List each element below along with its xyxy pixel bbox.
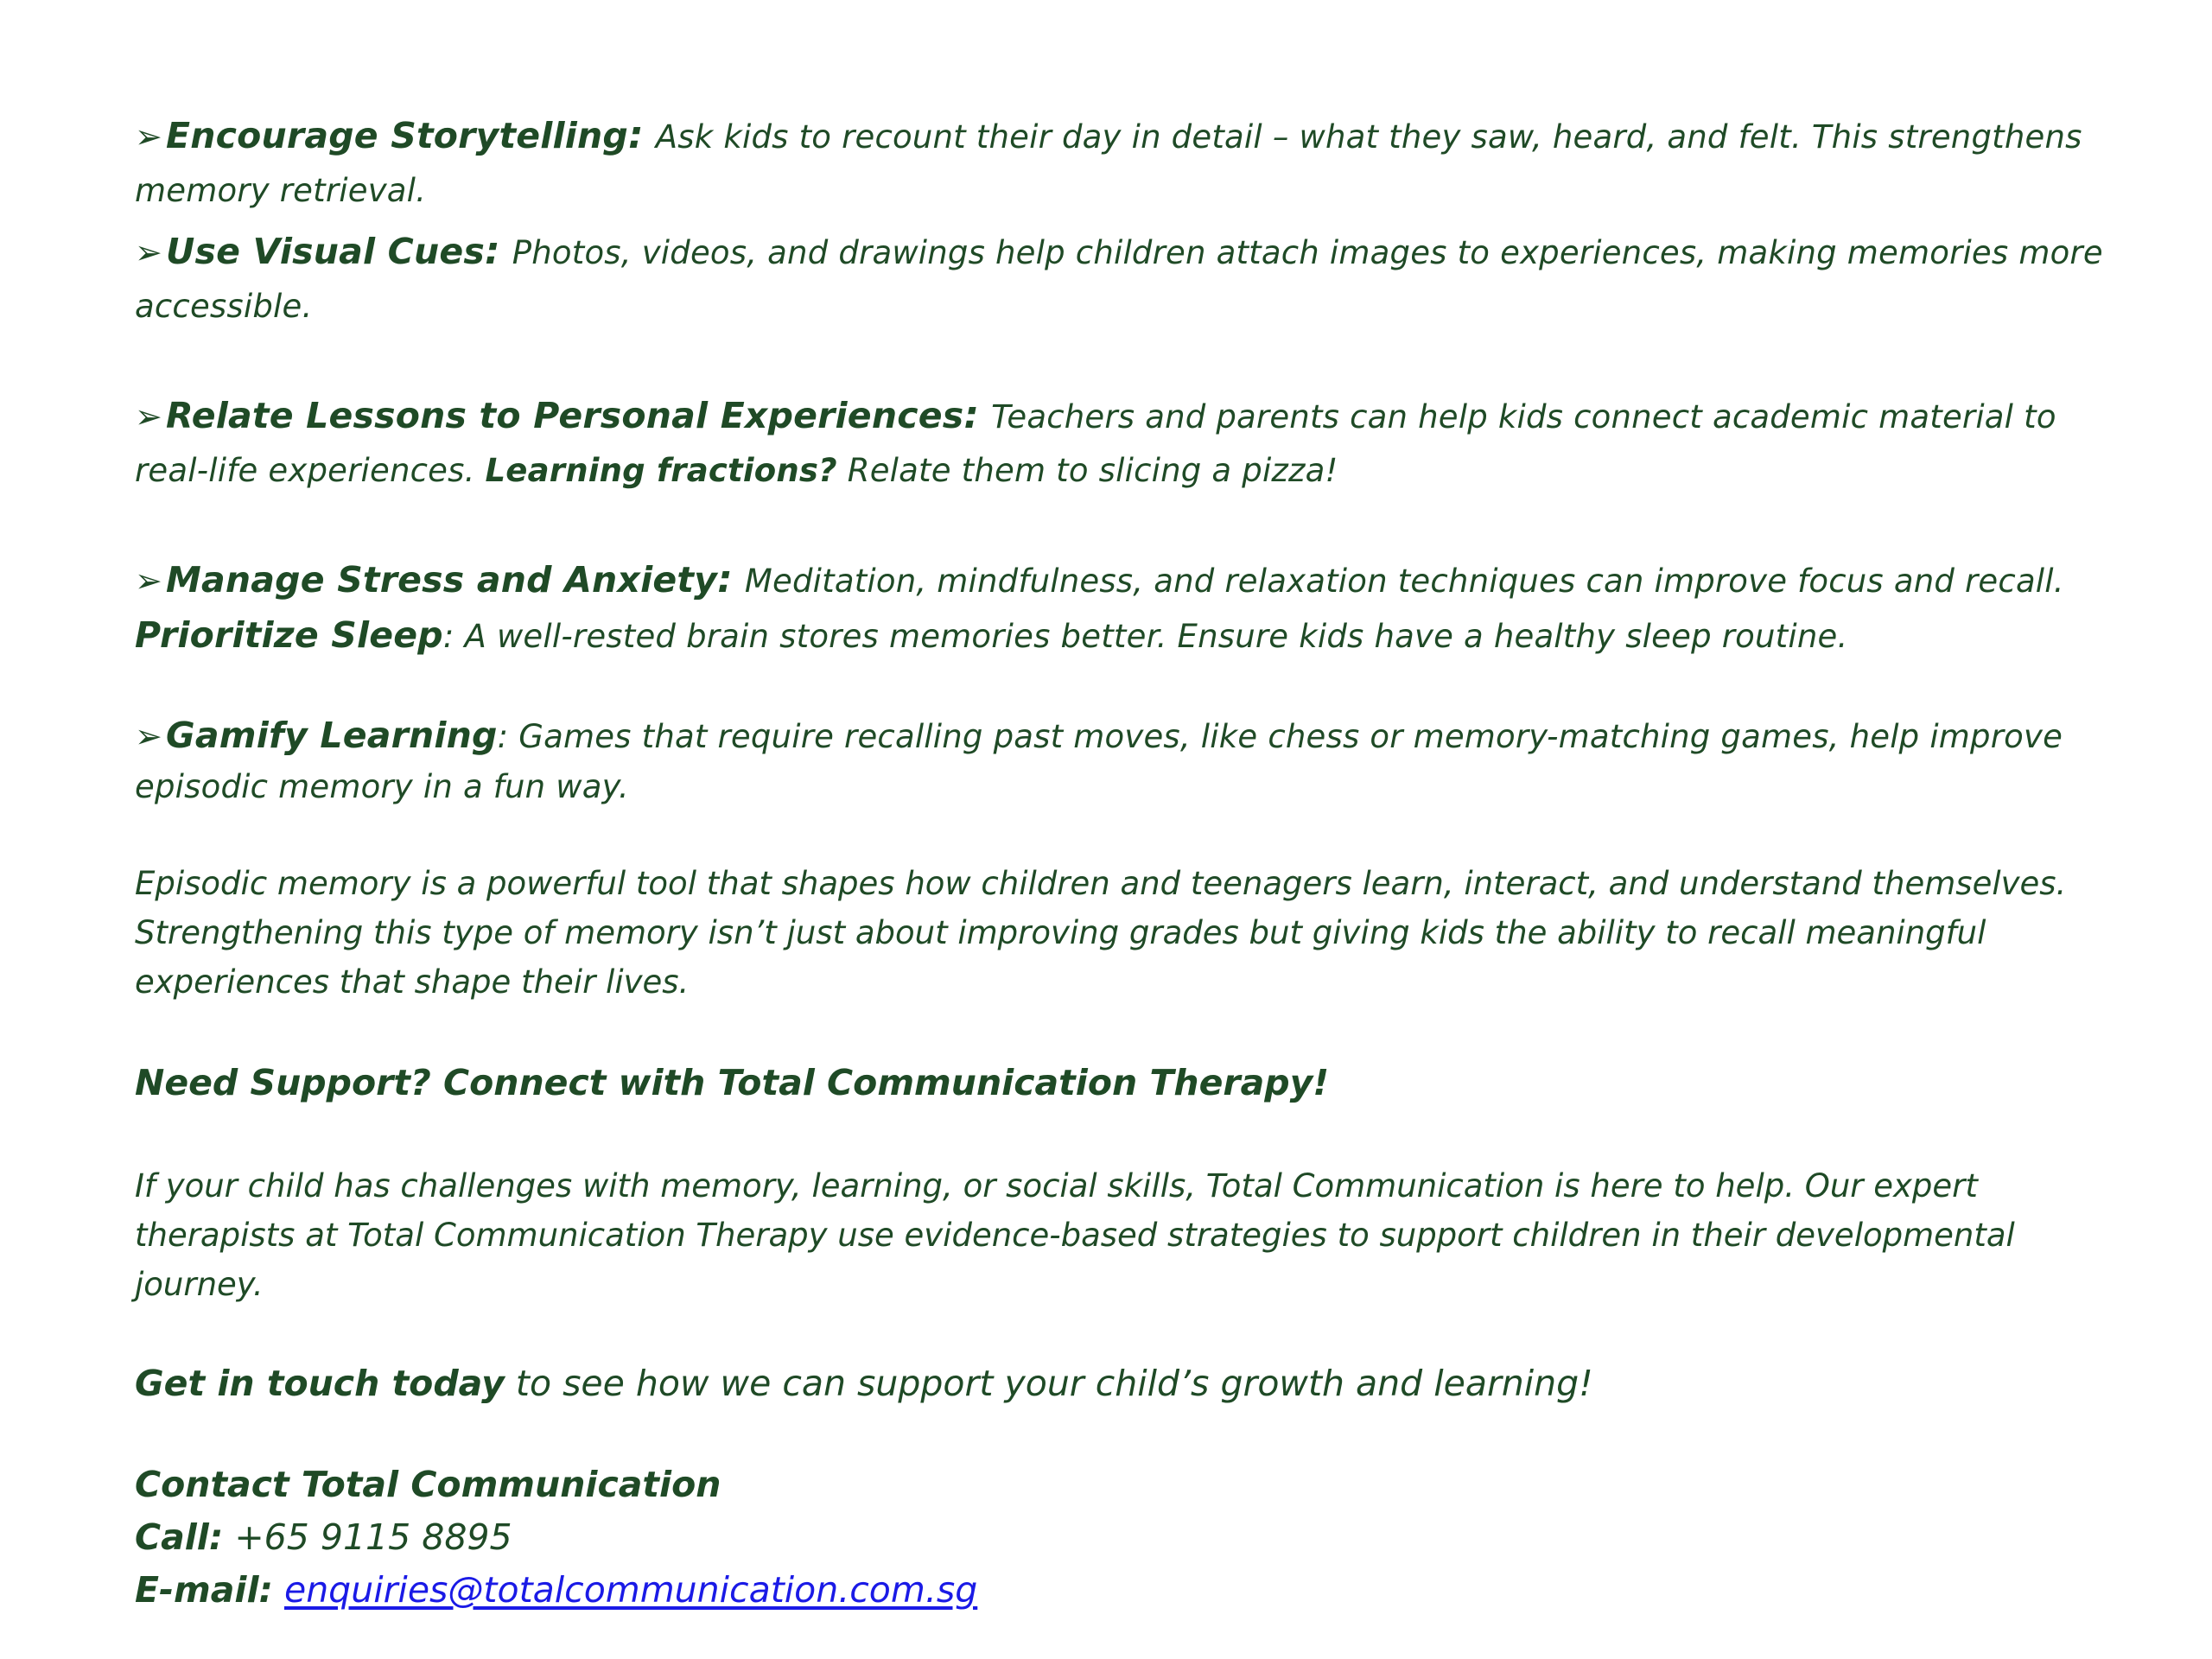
cta-bold: Get in touch today [135, 1363, 505, 1404]
tip-colon: : [627, 113, 644, 157]
tip-gamify-learning [135, 710, 2105, 812]
contact-email-line [135, 1564, 2113, 1617]
contact-block [135, 1459, 2113, 1617]
tip-colon: : [484, 229, 500, 273]
contact-call-line [135, 1511, 2113, 1564]
tip-prioritize-sleep [135, 608, 2105, 664]
tip-colon: : [442, 618, 454, 655]
contact-heading: Contact Total Communication [135, 1464, 721, 1505]
email-link[interactable]: enquiries@totalcommunication.com.sg [283, 1569, 978, 1611]
call-label: Call: [135, 1516, 224, 1558]
tip-bold-inline: Learning fractions? [485, 452, 837, 489]
tip-relate-lessons [135, 389, 2105, 498]
tip-use-visual-cues [135, 225, 2105, 334]
tip-text-after: Relate them to slicing a pizza! [847, 452, 1338, 489]
arrow-bullet-icon: ➢ [135, 118, 163, 156]
support-body: If your child has challenges with memory, learning, or social skills, Total Communication is here to help. Our expert therapists at Total Communication Therapy use evidence-based strategies to support children in their developmental journey. [135, 1167, 2015, 1303]
email-label: E-mail: [135, 1569, 273, 1611]
tip-text: A well-rested brain stores memories better. Ensure kids have a healthy sleep routine. [464, 618, 1848, 655]
tip-colon: : [497, 718, 509, 755]
tip-text: Ask kids to recount their day in detail – what they saw, heard, and felt. This strengthens memory retrieval. [135, 118, 2082, 209]
arrow-bullet-icon: ➢ [135, 562, 163, 600]
tip-text: Meditation, mindfulness, and relaxation techniques can improve focus and recall. [744, 563, 2064, 600]
tip-title: Gamify Learning [166, 715, 498, 756]
call-value: +65 9115 8895 [234, 1516, 512, 1558]
summary-paragraph: Episodic memory is a powerful tool that shapes how children and teenagers learn, interact, and understand themselves. Strengthening this type of memory isn’t just about improving grades but giving kids the ability to recall meaningful experiences that shape their lives. [135, 865, 2067, 1001]
support-heading: Need Support? Connect with Total Communication Therapy! [135, 1062, 1330, 1103]
tip-colon: : [963, 393, 980, 437]
tip-text: Games that require recalling past moves, like chess or memory-matching games, help improve episodic memory in a fun way. [135, 718, 2063, 805]
arrow-bullet-icon: ➢ [135, 233, 163, 271]
cta-text: to see how we can support your child’s growth and learning! [515, 1363, 1593, 1404]
tip-title: Manage Stress and Anxiety [166, 559, 718, 601]
call-to-action [135, 1357, 2113, 1410]
tip-title: Encourage Storytelling [166, 115, 628, 156]
tip-title: Relate Lessons to Personal Experiences [166, 395, 964, 436]
tip-title: Use Visual Cues [166, 231, 485, 272]
tip-title: Prioritize Sleep [135, 614, 443, 656]
tip-text: Photos, videos, and drawings help children attach images to experiences, making memories more accessible. [135, 234, 2103, 325]
arrow-bullet-icon: ➢ [135, 397, 163, 435]
tip-text: Teachers and parents can help kids connect academic material to real-life experiences. [135, 398, 2056, 489]
tip-colon: : [717, 557, 733, 601]
arrow-bullet-icon: ➢ [135, 717, 163, 755]
tip-encourage-storytelling [135, 109, 2105, 218]
tip-manage-stress [135, 553, 2105, 608]
